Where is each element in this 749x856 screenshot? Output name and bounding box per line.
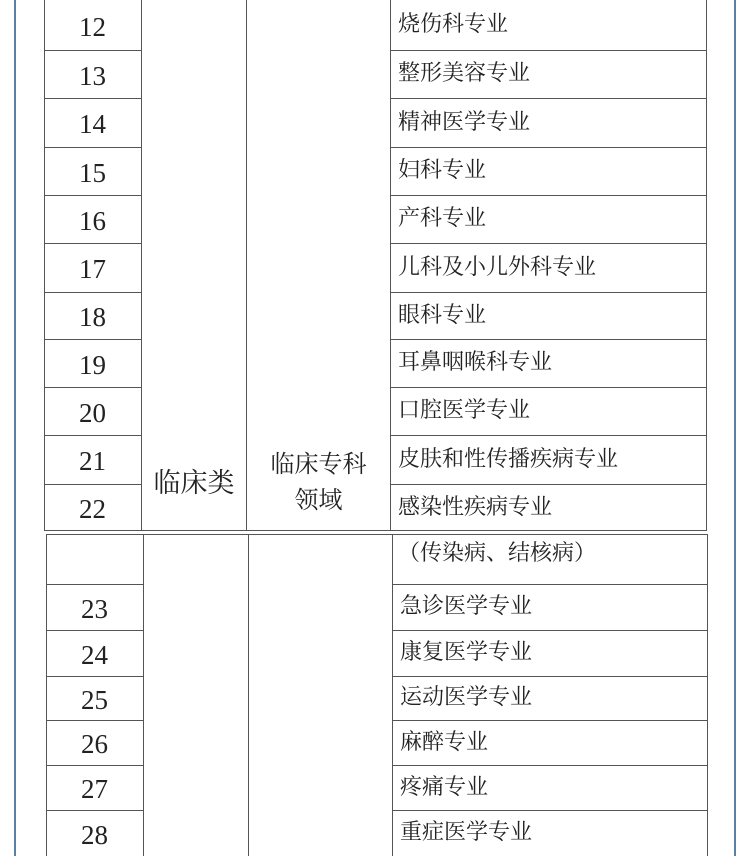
row-number: 20	[79, 398, 106, 428]
specialty-name: 烧伤科专业	[398, 12, 509, 37]
row-number: 24	[81, 640, 108, 670]
table-hline	[46, 534, 708, 535]
table-vline	[392, 534, 393, 856]
row-number: 22	[79, 494, 106, 524]
domain-label-line2: 领域	[294, 486, 343, 514]
specialty-name: 产科专业	[398, 206, 487, 231]
table-hline	[46, 630, 143, 631]
table-vline	[248, 534, 249, 856]
specialty-name: 感染性疾病专业	[398, 495, 553, 520]
table-hline	[392, 584, 708, 585]
specialty-name: 运动医学专业	[400, 685, 533, 710]
table-hline	[392, 810, 708, 811]
specialty-name: 疼痛专业	[400, 775, 489, 800]
table-hline	[392, 630, 708, 631]
table-hline	[392, 676, 708, 677]
domain-label-line1: 临床专科	[270, 450, 367, 478]
table-hline	[46, 676, 143, 677]
specialty-name: 康复医学专业	[400, 640, 533, 665]
table-vline	[143, 534, 144, 856]
table-vline	[707, 534, 708, 856]
row-number: 28	[81, 820, 108, 850]
specialty-name: 整形美容专业	[398, 61, 531, 86]
specialty-name: 妇科专业	[398, 158, 487, 183]
specialty-name: 眼科专业	[398, 303, 487, 328]
row-number: 14	[79, 109, 106, 139]
continuation-note: （传染病、结核病）	[398, 541, 597, 566]
row-number: 15	[79, 158, 106, 188]
row-number: 25	[81, 685, 108, 715]
row-number: 13	[79, 61, 106, 91]
specialty-name: 重症医学专业	[400, 820, 533, 845]
row-number: 21	[79, 446, 106, 476]
table-hline	[46, 810, 143, 811]
row-number: 26	[81, 729, 108, 759]
table-hline	[46, 765, 143, 766]
row-number: 23	[81, 594, 108, 624]
row-number: 16	[79, 206, 106, 236]
row-number: 27	[81, 774, 108, 804]
row-number: 19	[79, 350, 106, 380]
specialty-name: 皮肤和性传播疾病专业	[398, 447, 619, 472]
category-label: 临床类	[153, 468, 235, 499]
table-hline	[46, 584, 143, 585]
specialty-name: 口腔医学专业	[398, 398, 531, 423]
specialty-name: 儿科及小儿外科专业	[398, 255, 597, 280]
row-number: 18	[79, 302, 106, 332]
table-hline	[392, 720, 708, 721]
specialty-name: 麻醉专业	[400, 730, 489, 755]
specialty-name: 急诊医学专业	[400, 594, 533, 619]
specialty-name: 精神医学专业	[398, 110, 531, 135]
row-number: 12	[79, 12, 106, 42]
specialty-name: 耳鼻咽喉科专业	[398, 350, 553, 375]
row-number: 17	[79, 254, 106, 284]
table-hline	[46, 720, 143, 721]
table-hline	[392, 765, 708, 766]
